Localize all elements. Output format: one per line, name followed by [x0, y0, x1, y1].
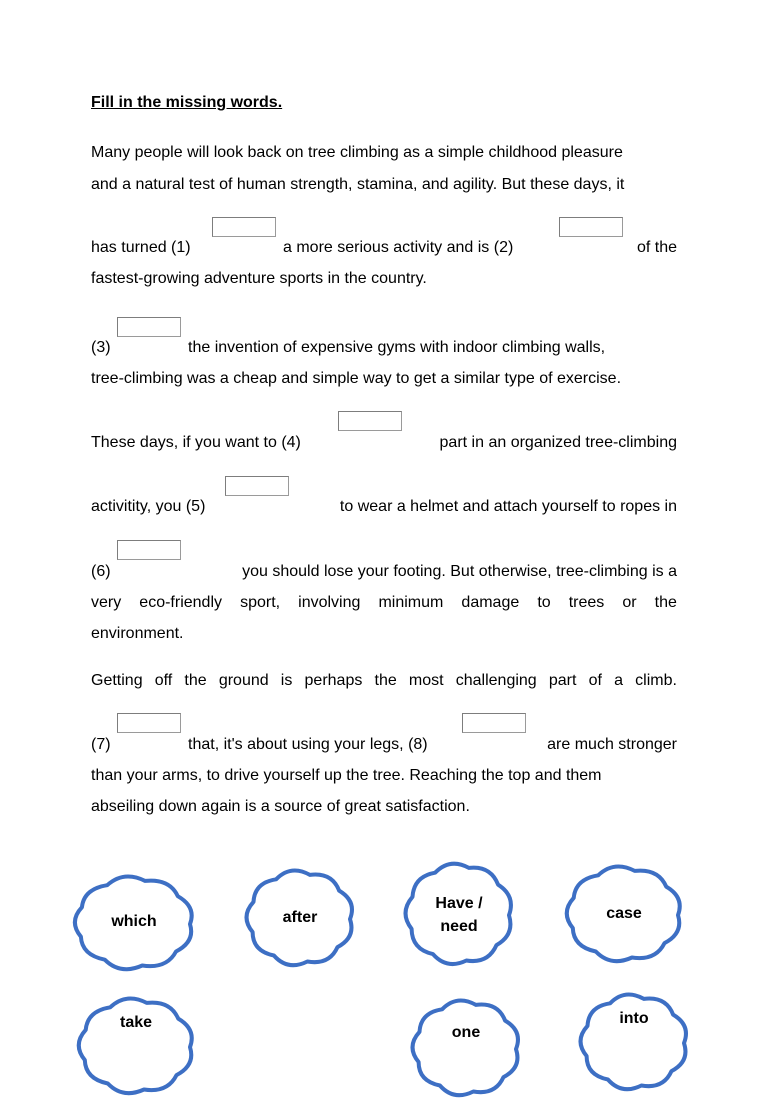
word-bank-label: need — [440, 918, 478, 935]
word: trees — [568, 594, 605, 611]
word: to — [537, 594, 551, 611]
cloud-shape — [572, 986, 696, 1098]
text-fragment: part in an organized tree-climbing — [439, 434, 677, 451]
word-cloud-after[interactable] — [238, 862, 362, 974]
word: perhaps — [304, 672, 363, 689]
word: is — [280, 672, 293, 689]
text-fragment: (3) — [91, 339, 111, 356]
word: very — [91, 594, 122, 611]
word: Getting — [91, 672, 143, 689]
word-bank-label: take — [119, 1014, 153, 1031]
cloud-outline — [413, 1001, 518, 1096]
word-bank-label: Have / — [435, 895, 483, 912]
page-title: Fill in the missing words. — [91, 94, 283, 111]
text-fragment: you should lose your footing. But otherwise, tree-climbing is a — [242, 563, 677, 580]
word: eco-friendly — [139, 594, 222, 611]
text-fragment: that, it's about using your legs, (8) — [188, 736, 428, 753]
text-fragment: of the — [636, 239, 677, 256]
text-line — [91, 338, 677, 358]
answer-box-4[interactable] — [338, 411, 402, 431]
word: involving — [298, 594, 361, 611]
text-fragment: has turned (1) — [91, 239, 191, 256]
text-line: and a natural test of human strength, stamina, and agility. But these days, it — [91, 176, 625, 193]
word-cloud-into[interactable] — [572, 986, 696, 1098]
cloud-shape — [404, 992, 528, 1104]
text-line: tree-climbing was a cheap and simple way to get a similar type of exercise. — [91, 370, 622, 387]
answer-box-1[interactable] — [212, 217, 276, 237]
text-fragment: (7) — [91, 736, 111, 753]
word: ground — [218, 672, 269, 689]
text-line: Many people will look back on tree climbing as a simple childhood pleasure — [91, 144, 623, 161]
word-bank-label: one — [451, 1024, 481, 1041]
text-fragment: activitity, you (5) — [91, 498, 206, 515]
word-bank-label: case — [606, 905, 642, 922]
answer-box-2[interactable] — [559, 217, 623, 237]
text-line — [91, 497, 677, 517]
word-bank-label: which — [111, 913, 157, 930]
text-line — [91, 735, 677, 755]
text-fragment: (6) — [91, 563, 111, 580]
word-bank-label: after — [282, 909, 318, 926]
text-line — [91, 562, 677, 582]
word: a — [614, 672, 623, 689]
text-line — [91, 433, 677, 453]
cloud-shape — [70, 990, 202, 1102]
answer-box-6[interactable] — [117, 540, 181, 560]
word: the — [184, 672, 207, 689]
word-cloud-case[interactable] — [558, 858, 690, 970]
text-line — [91, 238, 677, 258]
text-line: than your arms, to drive yourself up the tree. Reaching the top and them — [91, 767, 602, 784]
word: sport, — [240, 594, 281, 611]
word-cloud-which[interactable] — [66, 868, 202, 978]
text-fragment: These days, if you want to (4) — [91, 434, 301, 451]
word: the — [374, 672, 397, 689]
answer-box-3[interactable] — [117, 317, 181, 337]
text-line: abseiling down again is a source of great satisfaction. — [91, 798, 470, 815]
word-cloud-take[interactable] — [70, 990, 202, 1102]
word: minimum — [378, 594, 444, 611]
answer-box-5[interactable] — [225, 476, 289, 496]
text-line: environment. — [91, 625, 184, 642]
answer-box-7[interactable] — [117, 713, 181, 733]
text-fragment: the invention of expensive gyms with indoor climbing walls, — [188, 339, 606, 356]
text-fragment: are much stronger — [547, 736, 677, 753]
text-fragment: a more serious activity and is (2) — [283, 239, 514, 256]
word: damage — [461, 594, 520, 611]
text-line: fastest-growing adventure sports in the country. — [91, 270, 427, 287]
word: the — [654, 594, 677, 611]
word-cloud-have-need[interactable] — [397, 855, 521, 973]
text-fragment: to wear a helmet and attach yourself to ropes in — [339, 498, 677, 515]
word-cloud-one[interactable] — [404, 992, 528, 1104]
word: or — [622, 594, 637, 611]
word: most — [408, 672, 444, 689]
text-line-justified — [91, 671, 677, 691]
word: challenging — [455, 672, 537, 689]
word: climb. — [635, 672, 677, 689]
text-line-justified — [91, 593, 677, 613]
word-bank-label: into — [619, 1010, 649, 1027]
word: off — [154, 672, 173, 689]
word: part — [548, 672, 577, 689]
answer-box-8[interactable] — [462, 713, 526, 733]
word: of — [588, 672, 602, 689]
